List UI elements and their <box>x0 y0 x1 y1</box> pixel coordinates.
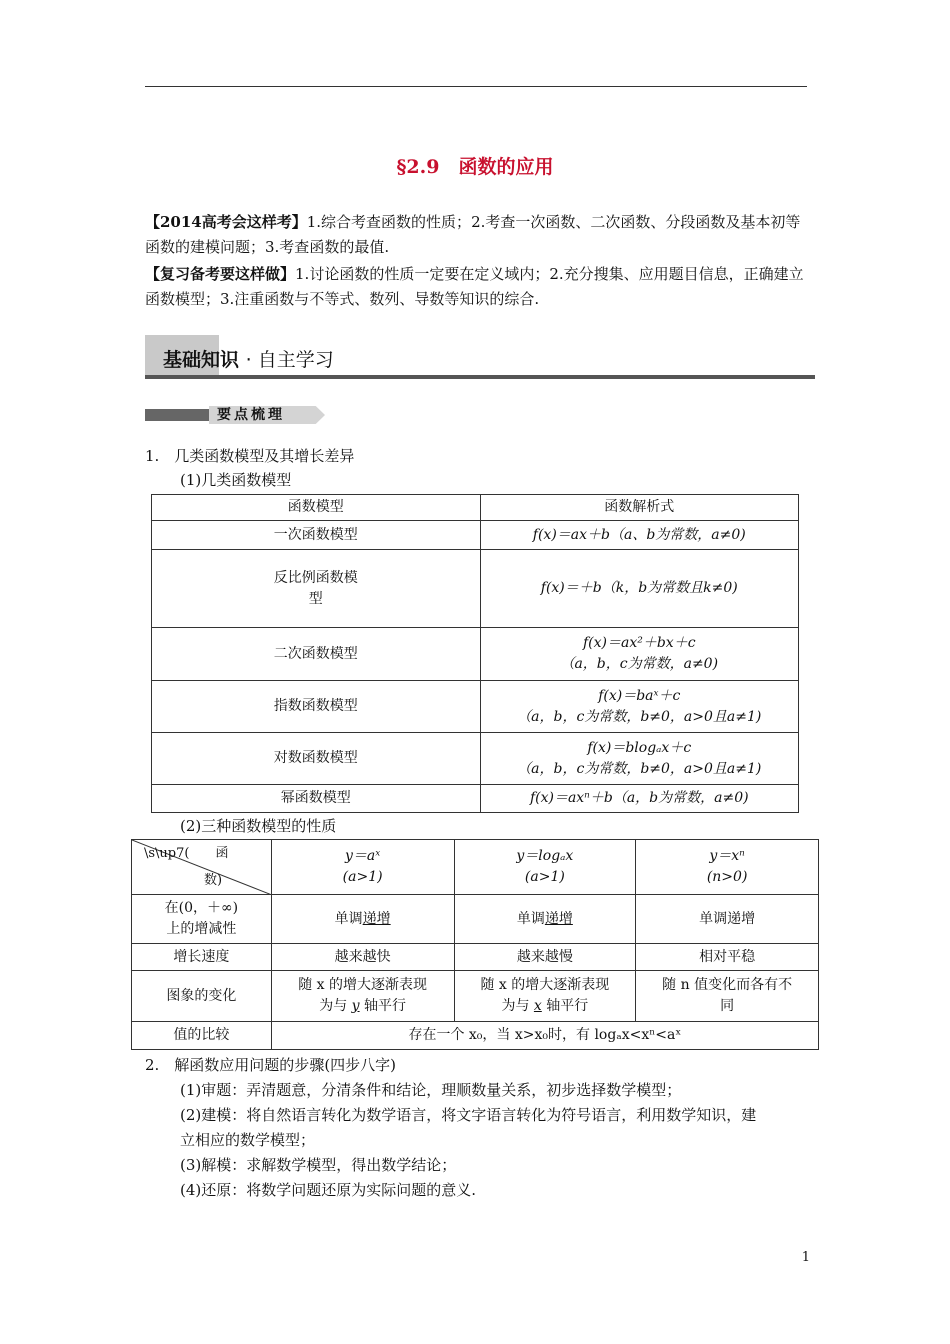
page-number: 1 <box>801 1250 810 1265</box>
table-header: y＝logₐx (a>1) <box>454 840 636 895</box>
step-line: (1)审题：弄清题意，分清条件和结论，理顺数量关系，初步选择数学模型； <box>180 1081 682 1099</box>
exam-paragraph <box>145 210 815 260</box>
table-cell: 值的比较 <box>132 1022 272 1050</box>
section-header-rule <box>145 375 815 379</box>
table-cell: 存在一个 x₀，当 x>x₀时，有 logₐx<xⁿ<aˣ <box>271 1022 818 1050</box>
item1-heading: 1. 几类函数模型及其增长差异 <box>145 447 355 465</box>
table-header: 函数模型 <box>152 495 481 521</box>
section-header <box>145 335 815 381</box>
model-table <box>151 494 799 813</box>
table-cell: 随 n 值变化而各有不 同 <box>636 971 819 1022</box>
table-cell: f(x)＝＋b（k，b为常数且k≠0) <box>480 550 798 628</box>
table-cell: 越来越慢 <box>454 944 636 971</box>
table-cell: 图象的变化 <box>132 971 272 1022</box>
table-cell: 反比例函数模型 <box>152 550 481 628</box>
item2-heading: 2. 解函数应用问题的步骤(四步八字) <box>145 1056 397 1074</box>
table-cell: 二次函数模型 <box>152 628 481 681</box>
table-cell: 一次函数模型 <box>152 521 481 550</box>
step-line: (4)还原：将数学问题还原为实际问题的意义. <box>180 1181 477 1199</box>
table-corner-cell: \s\up7( 函 数) <box>132 840 272 895</box>
review-paragraph <box>145 262 815 312</box>
table-cell: 越来越快 <box>271 944 454 971</box>
table-cell: 幂函数模型 <box>152 785 481 813</box>
table-cell: 单调递增 <box>454 895 636 944</box>
table-cell: 单调递增 <box>271 895 454 944</box>
header-rule <box>145 86 807 87</box>
table-cell: 随 x 的增大逐渐表现 为与 x 轴平行 <box>454 971 636 1022</box>
item1-sub1: (1)几类函数模型 <box>180 471 292 489</box>
table-cell: f(x)＝ax＋b（a、b为常数，a≠0) <box>480 521 798 550</box>
step-line: (2)建模：将自然语言转化为数学语言，将文字语言转化为符号语言，利用数学知识，建 <box>180 1106 757 1124</box>
table-cell: 在(0，＋∞) 上的增减性 <box>132 895 272 944</box>
step-line: 立相应的数学模型； <box>180 1131 316 1149</box>
review-tag: 【复习备考要这样做】 <box>145 265 296 283</box>
table-cell: 增长速度 <box>132 944 272 971</box>
item1-sub2: (2)三种函数模型的性质 <box>180 817 337 835</box>
exam-tag: 【2014高考会这样考】 <box>145 213 307 231</box>
subsection-title: 要点梳理 <box>217 407 285 423</box>
subsection-header <box>145 406 335 424</box>
table-cell: 指数函数模型 <box>152 681 481 733</box>
exam-text: 1.综合考查函数的性质；2.考查一次函数、二次函数、分段函数及基本初等函数的建模问题；3.考查函数的最值. <box>145 213 801 256</box>
table-cell: 随 x 的增大逐渐表现 为与 y 轴平行 <box>271 971 454 1022</box>
table-cell: 相对平稳 <box>636 944 819 971</box>
section-title: 基础知识 · 自主学习 <box>163 349 334 371</box>
step-line: (3)解模：求解数学模型，得出数学结论； <box>180 1156 457 1174</box>
property-table <box>131 839 819 1050</box>
table-header: y＝aˣ (a>1) <box>271 840 454 895</box>
table-cell: f(x)＝baˣ＋c （a，b，c为常数，b≠0，a>0且a≠1) <box>480 681 798 733</box>
review-text: 1.讨论函数的性质一定要在定义域内；2.充分搜集、应用题目信息，正确建立函数模型；3.注重函数与不等式、数列、导数等知识的综合. <box>145 265 804 308</box>
table-cell: f(x)＝blogₐx＋c （a，b，c为常数，b≠0，a>0且a≠1) <box>480 733 798 785</box>
page-title: §2.9 函数的应用 <box>396 156 554 178</box>
table-cell: f(x)＝ax²＋bx＋c （a，b，c为常数，a≠0) <box>480 628 798 681</box>
subsection-dark-bar <box>145 409 209 421</box>
table-header: 函数解析式 <box>480 495 798 521</box>
table-header: y＝xⁿ (n>0) <box>636 840 819 895</box>
table-cell: 单调递增 <box>636 895 819 944</box>
table-cell: 对数函数模型 <box>152 733 481 785</box>
table-cell: f(x)＝axⁿ＋b（a，b为常数，a≠0) <box>480 785 798 813</box>
